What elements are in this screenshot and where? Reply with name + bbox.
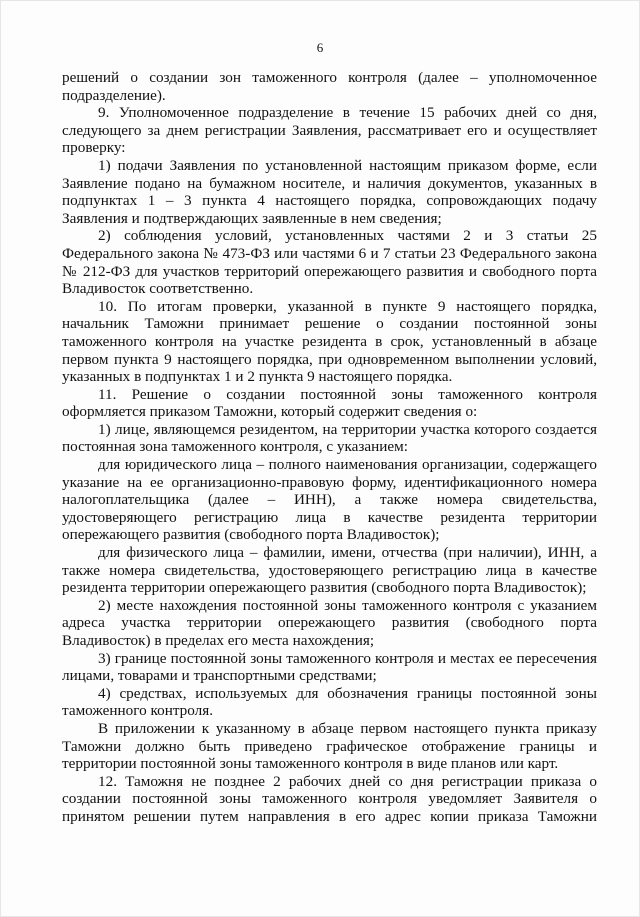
paragraph-item-12: 12. Таможня не позднее 2 рабочих дней со дня регистрации приказа о создании постоянной зоны таможенного контроля уведомляет Заявителя о принятом решении путем направления в его адрес копии приказа Таможни	[62, 772, 597, 825]
paragraph-continuation: решений о создании зон таможенного контроля (далее – уполномоченное подразделение).	[62, 69, 597, 104]
paragraph-item-9: 9. Уполномоченное подразделение в течение 15 рабочих дней со дня, следующего за днем регистрации Заявления, рассматривает его и осуществляет проверку:	[62, 104, 597, 157]
paragraph-item-11: 11. Решение о создании постоянной зоны таможенного контроля оформляется приказом Таможни, который содержит сведения о:	[62, 385, 597, 421]
paragraph-item-11-1: 1) лице, являющемся резидентом, на территории участка которого создается постоянная зона таможенного контроля, с указанием:	[62, 420, 597, 456]
paragraph-individual: для физического лица – фамилии, имени, отчества (при наличии), ИНН, а также номера свидетельства, удостоверяющего регистрацию лица в качестве резидента территории опережающего развития (свободного порта Владивосток);	[62, 544, 597, 597]
paragraph-legal-entity: для юридического лица – полного наименования организации, содержащего указание на ее организационно-правовую форму, идентификационного номера налогоплательщика (далее – ИНН), а также номера свидетельства, удостоверяющего регистрацию лица в качестве резидента территории опережающего развития (свободного порта Владивосток);	[62, 456, 597, 544]
paragraph-appendix: В приложении к указанному в абзаце первом настоящего пункта приказу Таможни должно быть приведено графическое отображение границы и территории постоянной зоны таможенного контроля в виде планов или карт.	[62, 719, 597, 773]
paragraph-item-11-2: 2) месте нахождения постоянной зоны таможенного контроля с указанием адреса участка территории опережающего развития (свободного порта Владивосток) в пределах его места нахождения;	[62, 596, 597, 649]
paragraph-item-10: 10. По итогам проверки, указанной в пункте 9 настоящего порядка, начальник Таможни принимает решение о создании постоянной зоны таможенного контроля на участке резидента в срок, установленный в абзаце первом пункта 9 настоящего порядка, при одновременном выполнении условий, указанных в подпунктах 1 и 2 пункта 9 настоящего порядка.	[62, 297, 597, 386]
paragraph-item-9-2: 2) соблюдения условий, установленных частями 2 и 3 статьи 25 Федерального закона № 473-ФЗ или частями 6 и 7 статьи 23 Федерального закона № 212-ФЗ для участков территорий опережающего развития и свободного порта Владивосток соответственно.	[62, 227, 597, 298]
document-body	[62, 69, 597, 826]
paragraph-item-11-3: 3) границе постоянной зоны таможенного контроля и местах ее пересечения лицами, товарами и транспортными средствами;	[62, 649, 597, 685]
paragraph-item-9-1: 1) подачи Заявления по установленной настоящим приказом форме, если Заявление подано на бумажном носителе, и наличия документов, указанных в подпунктах 1 – 3 пункта 4 настоящего порядка, сопровождающих подачу Заявления и подтверждающих заявленные в нем сведения;	[62, 156, 597, 227]
page-number: 6	[316, 40, 324, 55]
paragraph-item-11-4: 4) средствах, используемых для обозначения границы постоянной зоны таможенного контроля.	[62, 684, 597, 720]
